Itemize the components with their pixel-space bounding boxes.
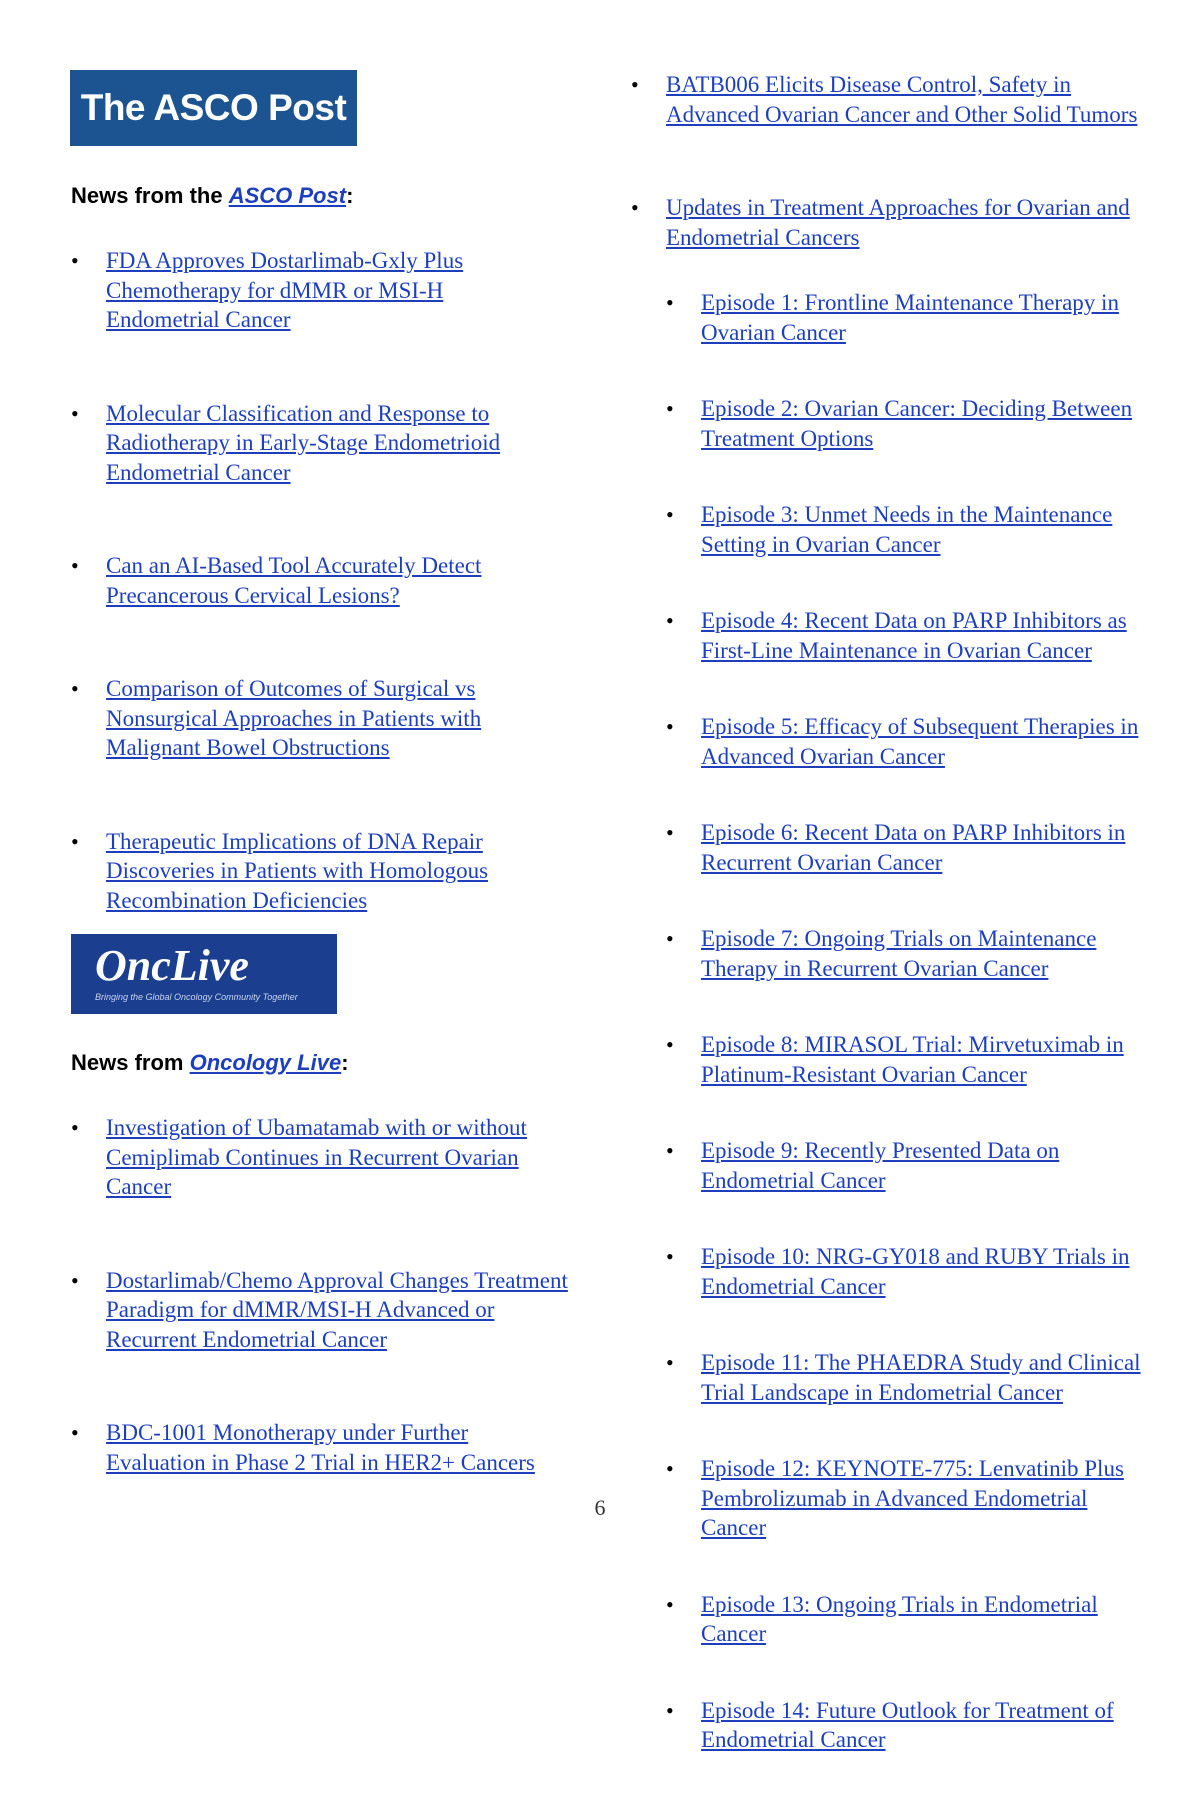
article-link[interactable]: FDA Approves Dostarlimab-Gxly Plus Chemotherapy for dMMR or MSI-H Endometrial Cancer	[106, 248, 464, 332]
episode-link[interactable]: Episode 3: Unmet Needs in the Maintenance Setting in Ovarian Cancer	[701, 502, 1113, 557]
onclive-news-heading	[71, 1050, 349, 1076]
onclive-heading-suffix: :	[341, 1050, 349, 1075]
episode-link[interactable]: Episode 8: MIRASOL Trial: Mirvetuximab in Platinum-Resistant Ovarian Cancer	[701, 1032, 1124, 1087]
list-item	[71, 1418, 571, 1477]
episode-link[interactable]: Episode 5: Efficacy of Subsequent Therapies in Advanced Ovarian Cancer	[701, 714, 1139, 769]
list-item	[71, 674, 556, 763]
episode-link[interactable]: Episode 7: Ongoing Trials on Maintenance Therapy in Recurrent Ovarian Cancer	[701, 926, 1097, 981]
list-item	[631, 193, 1141, 252]
list-item	[666, 606, 1141, 665]
article-link[interactable]: Investigation of Ubamatamab with or without Cemiplimab Continues in Recurrent Ovarian Cancer	[106, 1115, 527, 1199]
asco-heading-suffix: :	[346, 183, 354, 208]
article-link[interactable]: Can an AI-Based Tool Accurately Detect Precancerous Cervical Lesions?	[106, 553, 482, 608]
article-link[interactable]: Comparison of Outcomes of Surgical vs Nonsurgical Approaches in Patients with Malignant Bowel Obstructions	[106, 676, 482, 760]
asco-post-logo-text: The ASCO Post	[80, 87, 347, 128]
oncology-live-link[interactable]: Oncology Live	[189, 1050, 342, 1075]
episode-link[interactable]: Episode 10: NRG-GY018 and RUBY Trials in Endometrial Cancer	[701, 1244, 1130, 1299]
asco-post-link[interactable]: ASCO Post	[228, 183, 347, 208]
article-link[interactable]: BATB006 Elicits Disease Control, Safety in Advanced Ovarian Cancer and Other Solid Tumors	[666, 72, 1138, 127]
list-item	[666, 818, 1141, 877]
list-item	[71, 246, 556, 335]
right-news-list	[631, 70, 1141, 252]
list-item	[71, 551, 556, 610]
page-number: 6	[594, 1495, 606, 1520]
list-item	[666, 712, 1141, 771]
list-item	[666, 1136, 1141, 1195]
onclive-logo	[71, 934, 337, 1014]
list-item	[666, 288, 1141, 347]
episode-link[interactable]: Episode 4: Recent Data on PARP Inhibitors as First-Line Maintenance in Ovarian Cancer	[701, 608, 1127, 663]
list-item	[666, 1696, 1141, 1755]
list-item	[666, 500, 1141, 559]
article-link[interactable]: Therapeutic Implications of DNA Repair Discoveries in Patients with Homologous Recombination Deficiencies	[106, 828, 489, 913]
episode-link[interactable]: Episode 13: Ongoing Trials in Endometrial Cancer	[701, 1591, 1098, 1646]
episode-link[interactable]: Episode 1: Frontline Maintenance Therapy in Ovarian Cancer	[701, 290, 1119, 345]
list-item	[71, 1266, 571, 1355]
asco-news-list	[71, 246, 556, 979]
list-item	[666, 1590, 1141, 1649]
episode-link[interactable]: Episode 9: Recently Presented Data on Endometrial Cancer	[701, 1138, 1060, 1193]
article-link[interactable]: Molecular Classification and Response to Radiotherapy in Early-Stage Endometrioid Endometrial Cancer	[106, 400, 501, 485]
episode-list	[666, 288, 1141, 1802]
onclive-logo-name: OncLive	[95, 941, 249, 990]
episode-link[interactable]: Episode 11: The PHAEDRA Study and Clinical Trial Landscape in Endometrial Cancer	[701, 1350, 1141, 1405]
list-item	[71, 1113, 571, 1202]
asco-post-logo	[70, 70, 357, 146]
list-item	[71, 827, 556, 916]
list-item	[666, 1030, 1141, 1089]
episode-link[interactable]: Episode 12: KEYNOTE-775: Lenvatinib Plus Pembrolizumab in Advanced Endometrial Cancer	[701, 1456, 1124, 1540]
list-item	[631, 70, 1141, 129]
list-item	[666, 1348, 1141, 1407]
asco-news-heading	[71, 183, 353, 209]
list-item	[666, 924, 1141, 983]
episode-link[interactable]: Episode 6: Recent Data on PARP Inhibitors in Recurrent Ovarian Cancer	[701, 820, 1126, 875]
asco-heading-prefix: News from the	[71, 183, 229, 208]
list-item	[666, 1242, 1141, 1301]
article-link[interactable]: Dostarlimab/Chemo Approval Changes Treatment Paradigm for dMMR/MSI-H Advanced or Recurrent Endometrial Cancer	[106, 1267, 568, 1352]
article-link[interactable]: Updates in Treatment Approaches for Ovarian and Endometrial Cancers	[666, 195, 1130, 250]
article-link[interactable]: BDC-1001 Monotherapy under Further Evaluation in Phase 2 Trial in HER2+ Cancers	[106, 1420, 535, 1475]
episode-link[interactable]: Episode 14: Future Outlook for Treatment of Endometrial Cancer	[701, 1697, 1114, 1752]
list-item	[666, 394, 1141, 453]
episode-link[interactable]: Episode 2: Ovarian Cancer: Deciding Between Treatment Options	[701, 396, 1133, 451]
onclive-heading-prefix: News from	[71, 1050, 190, 1075]
onclive-news-list	[71, 1113, 571, 1541]
list-item	[71, 399, 556, 488]
onclive-logo-tagline: Bringing the Global Oncology Community Together	[95, 992, 298, 1002]
